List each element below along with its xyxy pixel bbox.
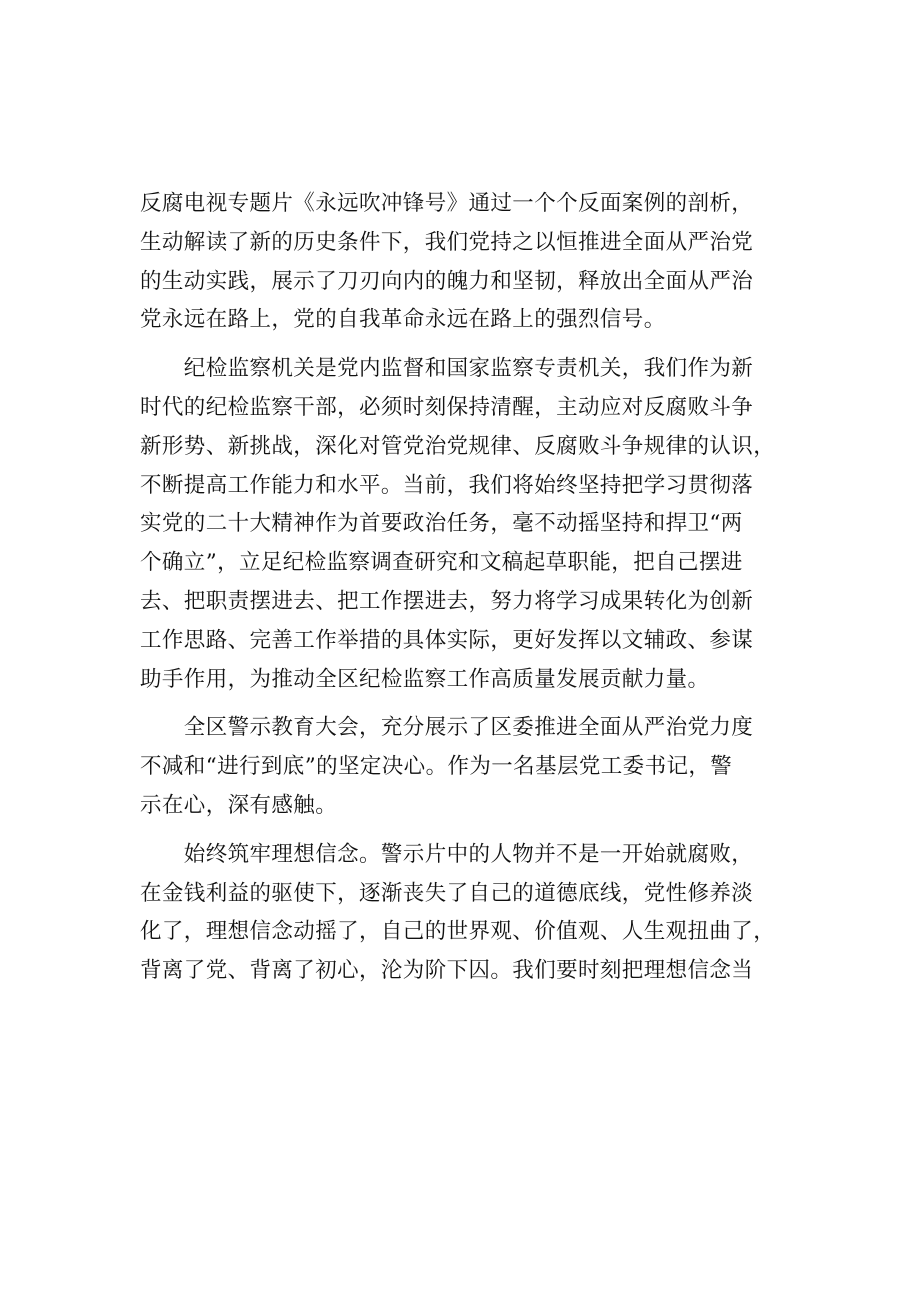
text-line: 不断提高工作能力和水平。当前，我们将始终坚持把学习贯彻落 bbox=[140, 472, 754, 498]
text-line: 背离了党、背离了初心，沦为阶下囚。我们要时刻把理想信念当 bbox=[140, 958, 754, 984]
text-line: 助手作用，为推动全区纪检监察工作高质量发展贡献力量。 bbox=[140, 666, 710, 692]
text-line: 生动解读了新的历史条件下，我们党持之以恒推进全面从严治党 bbox=[140, 229, 754, 255]
text-line: 示在心，深有感触。 bbox=[140, 792, 338, 818]
text-line: 纪检监察机关是党内监督和国家监察专责机关，我们作为新 bbox=[140, 356, 754, 382]
text-line: 化了，理想信念动摇了，自己的世界观、价值观、人生观扭曲了， bbox=[140, 919, 776, 945]
text-line: 去、把职责摆进去、把工作摆进去，努力将学习成果转化为创新 bbox=[140, 588, 754, 614]
text-line: 始终筑牢理想信念。警示片中的人物并不是一开始就腐败， bbox=[140, 841, 754, 867]
document-body bbox=[140, 185, 782, 991]
paragraph-2 bbox=[140, 350, 782, 699]
paragraph-4 bbox=[140, 836, 782, 991]
text-line: 不减和“进行到底”的坚定决心。作为一名基层党工委书记，警 bbox=[140, 754, 733, 780]
paragraph-1 bbox=[140, 185, 782, 340]
text-line: 实党的二十大精神作为首要政治任务，毫不动摇坚持和捍卫“两 bbox=[140, 511, 743, 537]
text-line: 的生动实践，展示了刀刃向内的魄力和坚韧，释放出全面从严治 bbox=[140, 268, 754, 294]
text-line: 时代的纪检监察干部，必须时刻保持清醒，主动应对反腐败斗争 bbox=[140, 394, 754, 420]
text-line: 在金钱利益的驱使下，逐渐丧失了自己的道德底线，党性修养淡 bbox=[140, 880, 754, 906]
text-line: 党永远在路上，党的自我革命永远在路上的强烈信号。 bbox=[140, 307, 666, 333]
text-line: 个确立”，立足纪检监察调查研究和文稿起草职能，把自己摆进 bbox=[140, 550, 743, 576]
paragraph-gap bbox=[140, 826, 782, 836]
paragraph-gap bbox=[140, 340, 782, 350]
text-line: 反腐电视专题片《永远吹冲锋号》通过一个个反面案例的剖析， bbox=[140, 191, 754, 216]
text-line: 新形势、新挑战，深化对管党治党规律、反腐败斗争规律的认识， bbox=[140, 433, 776, 459]
text-line: 工作思路、完善工作举措的具体实际，更好发挥以文辅政、参谋 bbox=[140, 627, 754, 653]
paragraph-gap bbox=[140, 699, 782, 709]
text-line: 全区警示教育大会，充分展示了区委推进全面从严治党力度 bbox=[140, 715, 754, 741]
paragraph-3 bbox=[140, 709, 782, 825]
